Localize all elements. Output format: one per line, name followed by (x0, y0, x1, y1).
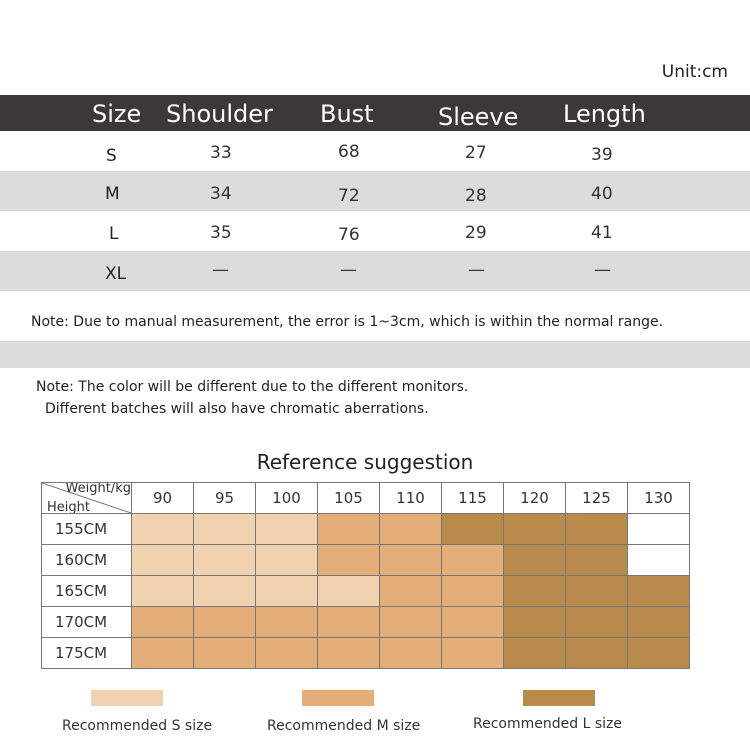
size-recommendation-cell (504, 514, 566, 545)
grid-row (42, 638, 690, 669)
size-recommendation-cell (504, 576, 566, 607)
size-recommendation-cell (628, 607, 690, 638)
size-row-xl (0, 251, 750, 291)
size-recommendation-cell (504, 638, 566, 669)
color-note-line-2: Different batches will also have chromatic aberrations. (45, 401, 429, 417)
grid-corner (42, 483, 132, 514)
size-recommendation-cell (628, 514, 690, 545)
shoulder-cell: 34 (210, 184, 232, 204)
size-recommendation-cell (132, 514, 194, 545)
header-size: Size (92, 100, 142, 128)
legend-s-label: Recommended S size (62, 718, 213, 734)
legend-m-label: Recommended M size (267, 718, 421, 734)
length-cell: — (594, 260, 611, 280)
height-label-cell: 165CM (42, 576, 132, 607)
size-recommendation-cell (256, 638, 318, 669)
height-label-cell: 160CM (42, 545, 132, 576)
size-recommendation-cell (132, 576, 194, 607)
size-recommendation-cell (566, 638, 628, 669)
size-recommendation-cell (256, 607, 318, 638)
grid-row (42, 576, 690, 607)
color-note-line-1: Note: The color will be different due to the different monitors. (36, 379, 469, 395)
size-row-l (0, 211, 750, 251)
size-recommendation-cell (566, 545, 628, 576)
weight-header-cell: 120 (504, 483, 566, 514)
sleeve-cell: 27 (465, 143, 487, 163)
size-recommendation-cell (380, 545, 442, 576)
sleeve-cell: 28 (465, 186, 487, 206)
size-recommendation-cell (504, 545, 566, 576)
reference-title: Reference suggestion (256, 450, 474, 474)
size-row-s (0, 131, 750, 171)
weight-header-cell: 125 (566, 483, 628, 514)
size-recommendation-cell (194, 514, 256, 545)
shoulder-cell: — (212, 260, 229, 280)
height-label-cell: 175CM (42, 638, 132, 669)
grid-row (42, 607, 690, 638)
size-recommendation-cell (504, 607, 566, 638)
divider-band (0, 341, 750, 368)
size-cell: L (109, 224, 119, 244)
size-recommendation-cell (566, 514, 628, 545)
weight-header-cell: 105 (318, 483, 380, 514)
header-bust: Bust (320, 100, 374, 128)
weight-header-cell: 95 (194, 483, 256, 514)
size-recommendation-cell (442, 514, 504, 545)
measurement-note: Note: Due to manual measurement, the error is 1~3cm, which is within the normal range. (31, 314, 664, 330)
size-row-m (0, 171, 750, 211)
size-chart-table (0, 95, 750, 291)
weight-header-cell: 100 (256, 483, 318, 514)
bust-cell: — (340, 260, 357, 280)
height-axis-label: Height (47, 500, 90, 513)
unit-label: Unit:cm (661, 62, 728, 82)
size-recommendation-cell (442, 638, 504, 669)
length-cell: 41 (591, 223, 613, 243)
size-recommendation-cell (566, 576, 628, 607)
size-recommendation-cell (318, 576, 380, 607)
grid-row (42, 545, 690, 576)
size-recommendation-cell (318, 638, 380, 669)
size-recommendation-cell (132, 607, 194, 638)
legend-s-swatch (91, 690, 163, 706)
legend-m-swatch (302, 690, 374, 706)
weight-header-cell: 130 (628, 483, 690, 514)
length-cell: 39 (591, 145, 613, 165)
header-shoulder: Shoulder (166, 100, 273, 128)
size-recommendation-cell (194, 607, 256, 638)
size-recommendation-cell (318, 545, 380, 576)
reference-grid (41, 482, 690, 669)
size-recommendation-cell (256, 545, 318, 576)
color-note (36, 376, 468, 420)
legend-s (62, 690, 213, 734)
grid-header-row (42, 483, 690, 514)
size-recommendation-cell (132, 545, 194, 576)
size-recommendation-cell (628, 638, 690, 669)
size-recommendation-cell (628, 545, 690, 576)
size-recommendation-cell (194, 545, 256, 576)
height-label-cell: 170CM (42, 607, 132, 638)
size-recommendation-cell (318, 607, 380, 638)
legend-l-label: Recommended L size (473, 716, 622, 732)
header-sleeve: Sleeve (438, 103, 519, 131)
bust-cell: 76 (338, 225, 360, 245)
size-recommendation-cell (256, 514, 318, 545)
size-recommendation-cell (194, 576, 256, 607)
size-recommendation-cell (380, 607, 442, 638)
shoulder-cell: 33 (210, 143, 232, 163)
weight-header-cell: 90 (132, 483, 194, 514)
height-label-cell: 155CM (42, 514, 132, 545)
size-cell: XL (105, 264, 127, 284)
bust-cell: 68 (338, 142, 360, 162)
size-cell: M (105, 184, 120, 204)
legend-l-swatch (523, 690, 595, 706)
size-recommendation-cell (628, 576, 690, 607)
weight-header-cell: 115 (442, 483, 504, 514)
size-recommendation-cell (194, 638, 256, 669)
size-recommendation-cell (256, 576, 318, 607)
size-cell: S (106, 146, 117, 166)
size-recommendation-cell (318, 514, 380, 545)
header-length: Length (563, 100, 646, 128)
size-recommendation-cell (442, 607, 504, 638)
size-recommendation-cell (380, 638, 442, 669)
legend-m (267, 690, 421, 734)
size-recommendation-cell (380, 576, 442, 607)
sleeve-cell: 29 (465, 223, 487, 243)
size-recommendation-cell (380, 514, 442, 545)
bust-cell: 72 (338, 186, 360, 206)
size-recommendation-cell (566, 607, 628, 638)
legend-l (473, 690, 622, 732)
sleeve-cell: — (468, 260, 485, 280)
size-chart-header (0, 95, 750, 131)
shoulder-cell: 35 (210, 223, 232, 243)
size-recommendation-cell (442, 545, 504, 576)
length-cell: 40 (591, 184, 613, 204)
weight-header-cell: 110 (380, 483, 442, 514)
size-recommendation-cell (132, 638, 194, 669)
grid-row (42, 514, 690, 545)
weight-axis-label: Weight/kg (65, 483, 131, 496)
size-recommendation-cell (442, 576, 504, 607)
